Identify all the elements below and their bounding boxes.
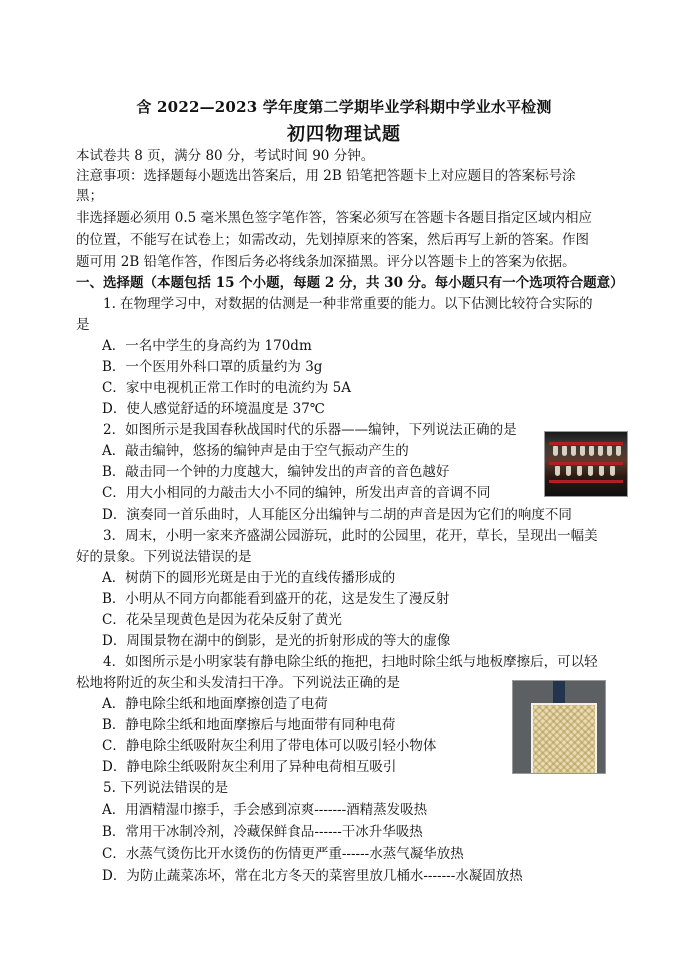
intro-line: 注意事项：选择题每小题选出答案后，用 2B 铅笔把答题卡上对应题目的答案标号涂 xyxy=(76,168,576,184)
bell xyxy=(555,466,560,476)
intro-line: 题可用 2B 铅笔作答，作图后务必将线条加深描黑。评分以答题卡上的答案为依据。 xyxy=(76,254,576,270)
bell xyxy=(616,446,621,456)
question-3-stem: 3．周末，小明一家来齐盛湖公园游玩，此时的公园里，花开，草长，呈现出一幅美 xyxy=(103,528,598,544)
intro-line: 本试卷共 8 页，满分 80 分，考试时间 90 分钟。 xyxy=(76,148,375,164)
exam-subtitle: 初四物理试题 xyxy=(287,124,401,145)
bell xyxy=(577,466,582,476)
question-2-option-b: B．敲击同一个钟的力度越大，编钟发出的声音的音色越好 xyxy=(102,464,450,480)
bell xyxy=(553,446,558,456)
bell xyxy=(562,446,567,456)
bell xyxy=(588,466,593,476)
bell xyxy=(566,466,571,476)
question-1-stem: 1. 在物理学习中，对数据的估测是一种非常重要的能力。以下估测比较符合实际的 xyxy=(103,296,593,312)
bell xyxy=(571,446,576,456)
section-heading: 一、选择题（本题包括 15 个小题，每题 2 分，共 30 分。每小题只有一个选项符合题意） xyxy=(76,275,624,291)
question-4-option-c: C．静电除尘纸吸附灰尘利用了带电体可以吸引轻小物体 xyxy=(102,738,437,754)
bell xyxy=(589,446,594,456)
question-5-option-b: B．常用干冰制冷剂，冷藏保鲜食品------干冰升华吸热 xyxy=(102,824,423,840)
question-1-option-a: A．一名中学生的身高约为 170dm xyxy=(102,338,312,354)
bell-rack-top xyxy=(549,442,623,445)
bell-rack-bottom xyxy=(549,480,623,483)
question-4-stem-cont: 松地将附近的灰尘和头发清扫干净。下列说法正确的是 xyxy=(76,675,400,691)
bell-rack-middle xyxy=(549,462,623,465)
question-5-option-c: C．水蒸气烫伤比开水烫伤的伤情更严重------水蒸气凝华放热 xyxy=(102,846,464,862)
question-4-option-a: A．静电除尘纸和地面摩擦创造了电荷 xyxy=(102,696,328,712)
question-2-stem: 2．如图所示是我国春秋战国时代的乐器——编钟，下列说法正确的是 xyxy=(103,422,517,438)
question-3-option-d: D．周围景物在湖中的倒影，是光的折射形成的等大的虚像 xyxy=(102,633,451,649)
question-1-stem-cont: 是 xyxy=(76,317,90,333)
question-4-option-b: B．静电除尘纸和地面摩擦后与地面带有同种电荷 xyxy=(102,717,396,733)
question-1-option-b: B．一个医用外科口罩的质量约为 3g xyxy=(102,359,323,375)
bell xyxy=(598,446,603,456)
exam-title: 含 2022—2023 学年度第二学期毕业学科期中学业水平检测 xyxy=(136,98,552,116)
question-5-option-a: A．用酒精湿巾擦手，手会感到凉爽-------酒精蒸发吸热 xyxy=(102,802,428,818)
question-3-option-b: B．小明从不同方向都能看到盛开的花，这是发生了漫反射 xyxy=(102,591,450,607)
question-5-stem: 5. 下列说法错误的是 xyxy=(103,780,229,796)
intro-line: 的位置，不能写在试卷上；如需改动，先划掉原来的答案，然后再写上新的答案。作图 xyxy=(76,232,589,248)
question-2-option-a: A．敲击编钟，悠扬的编钟声是由于空气振动产生的 xyxy=(102,443,409,459)
bell xyxy=(580,446,585,456)
intro-line: 黑； xyxy=(76,188,103,204)
question-5-option-d: D．为防止蔬菜冻坏，常在北方冬天的菜窖里放几桶水-------水凝固放热 xyxy=(102,868,523,884)
question-2-option-d: D．演奏同一首乐曲时，人耳能区分出编钟与二胡的声音是因为它们的响度不同 xyxy=(102,507,572,523)
question-3-stem-cont: 好的景象。下列说法错误的是 xyxy=(76,549,252,565)
question-1-option-c: C．家中电视机正常工作时的电流约为 5A xyxy=(102,380,351,396)
bell xyxy=(599,466,604,476)
bell xyxy=(610,466,615,476)
dust-cloth xyxy=(531,703,597,774)
question-2-option-c: C．用大小相同的力敲击大小不同的编钟，所发出声音的音调不同 xyxy=(102,485,491,501)
chime-bells-image xyxy=(544,431,628,497)
electrostatic-mop-image xyxy=(512,680,606,774)
question-4-option-d: D．静电除尘纸吸附灰尘利用了异种电荷相互吸引 xyxy=(102,759,397,775)
bell xyxy=(607,446,612,456)
question-4-stem: 4．如图所示是小明家装有静电除尘纸的拖把，扫地时除尘纸与地板摩擦后，可以轻 xyxy=(103,654,598,670)
intro-line: 非选择题必须用 0.5 毫米黑色签字笔作答，答案必须写在答题卡各题目指定区域内相应 xyxy=(76,210,593,226)
question-3-option-a: A．树荫下的圆形光斑是由于光的直线传播形成的 xyxy=(102,570,396,586)
question-1-option-d: D．使人感觉舒适的环境温度是 37℃ xyxy=(102,401,325,417)
question-3-option-c: C．花朵呈现黄色是因为花朵反射了黄光 xyxy=(102,612,342,628)
